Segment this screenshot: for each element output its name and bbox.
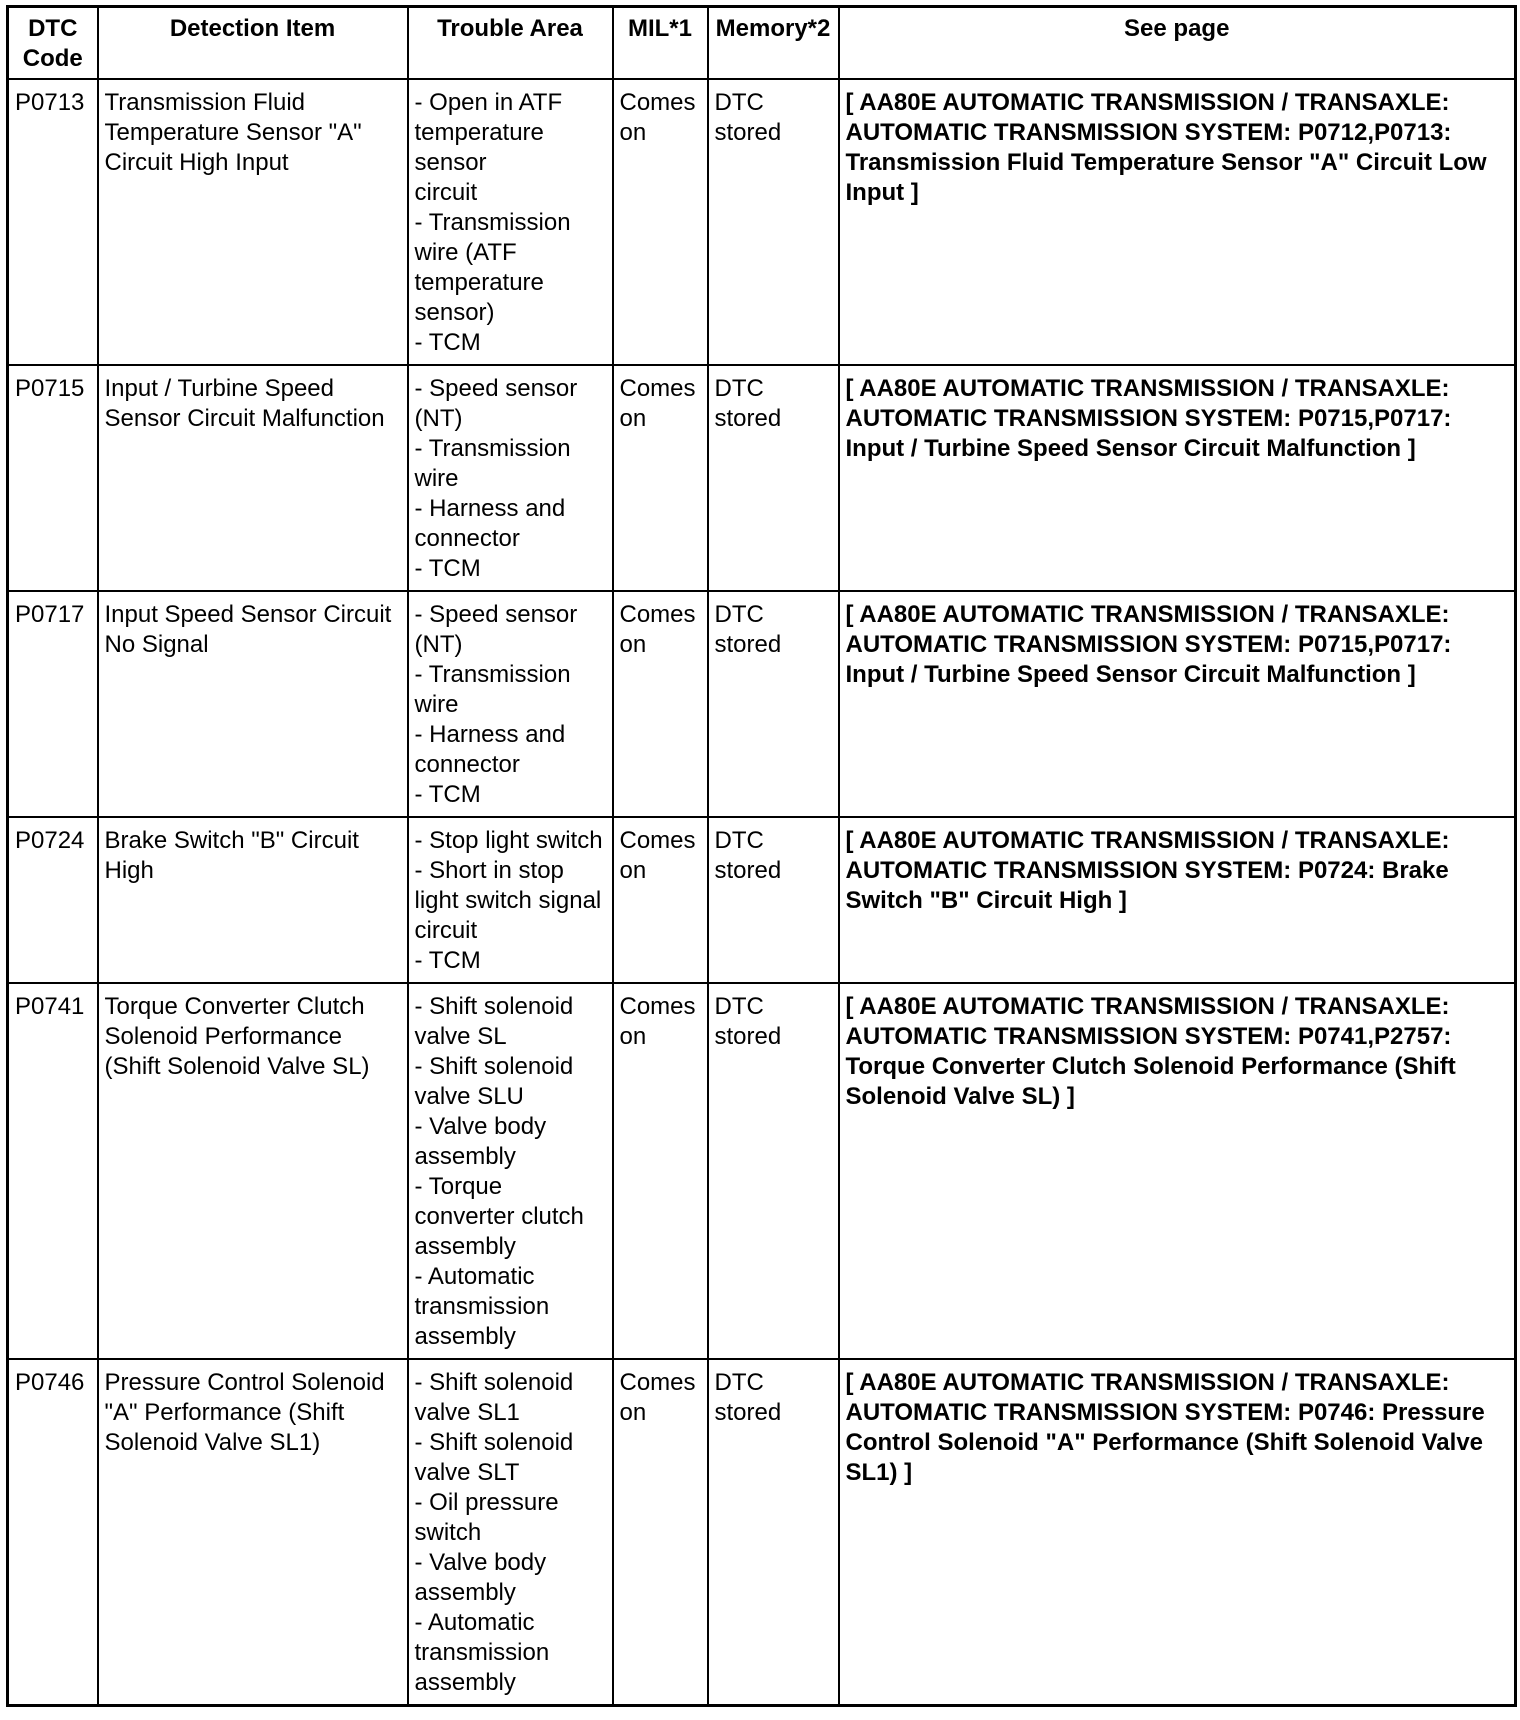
trouble-area-item: - Valve body assembly <box>414 1549 547 1606</box>
trouble-area-item: - Shift solenoid valve SL1 <box>414 1369 574 1426</box>
trouble-area-cell <box>408 817 613 983</box>
header-detection-item: Detection Item <box>98 7 408 80</box>
trouble-area-item: - Speed sensor (NT) <box>414 375 578 432</box>
trouble-area-item: - Stop light switch <box>414 827 603 854</box>
see-page-link: [ AA80E AUTOMATIC TRANSMISSION / TRANSAXLE: AUTOMATIC TRANSMISSION SYSTEM: P0741,P2757: Torque Converter Clutch Solenoid Performance (Shift Solenoid Valve SL) ] <box>839 983 1516 1359</box>
table-row <box>8 79 1516 365</box>
detection-item-cell: Input / Turbine Speed Sensor Circuit Malfunction <box>98 365 408 591</box>
trouble-area-item: - Shift solenoid valve SLT <box>414 1429 574 1486</box>
header-mil: MIL*1 <box>613 7 708 80</box>
trouble-area-item: - Torque converter clutch assembly <box>414 1173 584 1260</box>
memory-cell: DTC stored <box>708 983 839 1359</box>
header-see-page: See page <box>839 7 1516 80</box>
see-page-link: [ AA80E AUTOMATIC TRANSMISSION / TRANSAXLE: AUTOMATIC TRANSMISSION SYSTEM: P0724: Brake Switch "B" Circuit High ] <box>839 817 1516 983</box>
memory-cell: DTC stored <box>708 591 839 817</box>
memory-cell: DTC stored <box>708 365 839 591</box>
dtc-code-cell: P0724 <box>8 817 98 983</box>
memory-cell: DTC stored <box>708 817 839 983</box>
mil-cell: Comes on <box>613 817 708 983</box>
detection-item-cell: Input Speed Sensor Circuit No Signal <box>98 591 408 817</box>
trouble-area-cell <box>408 365 613 591</box>
trouble-area-item: - Oil pressure switch <box>414 1489 559 1546</box>
trouble-area-item: - TCM <box>414 329 481 356</box>
mil-cell: Comes on <box>613 79 708 365</box>
table-row <box>8 983 1516 1359</box>
header-dtc-code: DTC Code <box>8 7 98 80</box>
trouble-area-item: - Valve body assembly <box>414 1113 547 1170</box>
trouble-area-item: - Short in stop light switch signal circuit <box>414 857 602 944</box>
table-body <box>8 79 1516 1706</box>
trouble-area-item: - TCM <box>414 947 481 974</box>
dtc-code-cell: P0746 <box>8 1359 98 1706</box>
trouble-area-item: - Transmission wire <box>414 661 571 718</box>
see-page-link: [ AA80E AUTOMATIC TRANSMISSION / TRANSAXLE: AUTOMATIC TRANSMISSION SYSTEM: P0746: Pressure Control Solenoid "A" Performance (Shift Solenoid Valve SL1) ] <box>839 1359 1516 1706</box>
table-header-row <box>8 7 1516 80</box>
see-page-link: [ AA80E AUTOMATIC TRANSMISSION / TRANSAXLE: AUTOMATIC TRANSMISSION SYSTEM: P0715,P0717: Input / Turbine Speed Sensor Circuit Malfunction ] <box>839 365 1516 591</box>
dtc-code-cell: P0717 <box>8 591 98 817</box>
trouble-area-item: - Transmission wire <box>414 435 571 492</box>
detection-item-cell: Pressure Control Solenoid "A" Performance (Shift Solenoid Valve SL1) <box>98 1359 408 1706</box>
mil-cell: Comes on <box>613 591 708 817</box>
trouble-area-cell <box>408 591 613 817</box>
detection-item-cell: Torque Converter Clutch Solenoid Performance (Shift Solenoid Valve SL) <box>98 983 408 1359</box>
trouble-area-cell <box>408 79 613 365</box>
trouble-area-item: - Harness and connector <box>414 721 566 778</box>
memory-cell: DTC stored <box>708 1359 839 1706</box>
trouble-area-item: - Open in ATF temperature sensor circuit <box>414 89 563 206</box>
trouble-area-item: - Transmission wire (ATF temperature sensor) <box>414 209 571 326</box>
see-page-link: [ AA80E AUTOMATIC TRANSMISSION / TRANSAXLE: AUTOMATIC TRANSMISSION SYSTEM: P0712,P0713: Transmission Fluid Temperature Sensor "A" Circuit Low Input ] <box>839 79 1516 365</box>
dtc-table <box>6 5 1517 1707</box>
trouble-area-item: - TCM <box>414 555 481 582</box>
header-memory: Memory*2 <box>708 7 839 80</box>
trouble-area-item: - Shift solenoid valve SL <box>414 993 574 1050</box>
memory-cell: DTC stored <box>708 79 839 365</box>
mil-cell: Comes on <box>613 365 708 591</box>
detection-item-cell: Transmission Fluid Temperature Sensor "A" Circuit High Input <box>98 79 408 365</box>
detection-item-cell: Brake Switch "B" Circuit High <box>98 817 408 983</box>
trouble-area-item: - Automatic transmission assembly <box>414 1263 550 1350</box>
trouble-area-item: - Speed sensor (NT) <box>414 601 578 658</box>
mil-cell: Comes on <box>613 1359 708 1706</box>
table-row <box>8 365 1516 591</box>
mil-cell: Comes on <box>613 983 708 1359</box>
header-trouble-area: Trouble Area <box>408 7 613 80</box>
trouble-area-item: - Shift solenoid valve SLU <box>414 1053 574 1110</box>
table-row <box>8 817 1516 983</box>
trouble-area-cell <box>408 1359 613 1706</box>
table-row <box>8 591 1516 817</box>
dtc-code-cell: P0741 <box>8 983 98 1359</box>
trouble-area-item: - Automatic transmission assembly <box>414 1609 550 1696</box>
trouble-area-item: - Harness and connector <box>414 495 566 552</box>
dtc-code-cell: P0715 <box>8 365 98 591</box>
table-row <box>8 1359 1516 1706</box>
dtc-code-cell: P0713 <box>8 79 98 365</box>
see-page-link: [ AA80E AUTOMATIC TRANSMISSION / TRANSAXLE: AUTOMATIC TRANSMISSION SYSTEM: P0715,P0717: Input / Turbine Speed Sensor Circuit Malfunction ] <box>839 591 1516 817</box>
trouble-area-item: - TCM <box>414 781 481 808</box>
trouble-area-cell <box>408 983 613 1359</box>
